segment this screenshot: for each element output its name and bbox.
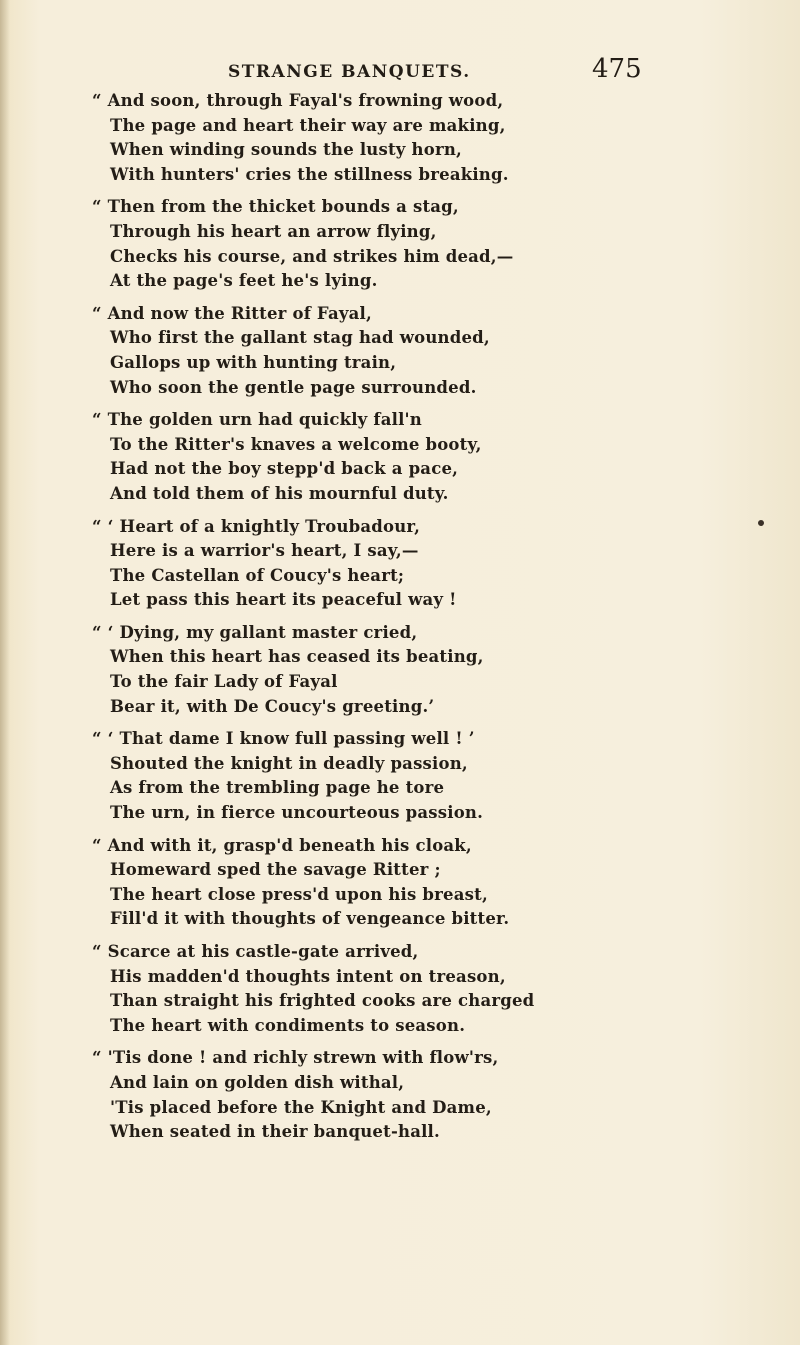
poem-line: Fill'd it with thoughts of vengeance bitter. — [110, 909, 510, 929]
poem-line: The Castellan of Coucy's heart; — [110, 565, 405, 585]
poem-line: “ Scarce at his castle-gate arrived, — [92, 942, 419, 961]
poem-line: When this heart has ceased its beating, — [110, 647, 484, 667]
poem-line: The urn, in fierce uncourteous passion. — [110, 803, 484, 823]
poem-line: “ And now the Ritter of Fayal, — [92, 303, 372, 323]
poem-line: Here is a warrior's heart, I say,— — [110, 541, 419, 561]
poem-body — [92, 89, 732, 1153]
stanza — [92, 940, 732, 1038]
poem-line: “ 'Tis done ! and richly strewn with flow'rs, — [92, 1048, 499, 1068]
poem-line: “ And soon, through Fayal's frowning wood, — [92, 91, 504, 110]
ink-speck — [758, 520, 764, 526]
poem-line: Let pass this heart its peaceful way ! — [110, 590, 457, 610]
poem-line: When winding sounds the lusty horn, — [110, 140, 462, 160]
stanza — [92, 408, 732, 506]
poem-line: As from the trembling page he tore — [110, 778, 445, 798]
poem-line: Had not the boy stepp'd back a pace, — [110, 459, 459, 479]
running-title: STRANGE BANQUETS. — [228, 62, 471, 82]
poem-line: “ And with it, grasp'd beneath his cloak, — [92, 835, 472, 855]
poem-line: To the Ritter's knaves a welcome booty, — [110, 434, 482, 454]
stanza — [92, 302, 732, 400]
poem-line: When seated in their banquet-hall. — [110, 1122, 440, 1142]
poem-line: “ ‘ Dying, my gallant master cried, — [92, 622, 418, 642]
stanza — [92, 834, 732, 932]
poem-line: 'Tis placed before the Knight and Dame, — [110, 1097, 492, 1117]
poem-line: Through his heart an arrow flying, — [110, 221, 437, 241]
stanza — [92, 515, 732, 613]
stanza — [92, 727, 732, 825]
poem-line: The heart close press'd upon his breast, — [110, 884, 488, 904]
page-header — [0, 54, 800, 94]
poem-line: And told them of his mournful duty. — [110, 483, 449, 503]
page-number: 475 — [592, 54, 642, 84]
poem-line: Who first the gallant stag had wounded, — [110, 328, 490, 348]
poem-line: At the page's feet he's lying. — [110, 271, 378, 291]
poem-line: Gallops up with hunting train, — [110, 352, 397, 372]
poem-line: “ Then from the thicket bounds a stag, — [92, 197, 459, 217]
stanza — [92, 1046, 732, 1144]
poem-line: “ ‘ That dame I know full passing well ! ’ — [92, 729, 475, 749]
poem-line: With hunters' cries the stillness breaking. — [110, 164, 509, 184]
gutter-shadow — [0, 0, 10, 1345]
poem-line: And lain on golden dish withal, — [110, 1072, 405, 1092]
poem-line: “ ‘ Heart of a knightly Troubadour, — [92, 516, 421, 536]
poem-line: Who soon the gentle page surrounded. — [110, 377, 477, 397]
poem-line: Checks his course, and strikes him dead,— — [110, 246, 514, 266]
stanza — [92, 195, 732, 293]
poem-line: “ The golden urn had quickly fall'n — [92, 410, 422, 430]
poem-line: Than straight his frighted cooks are charged — [110, 991, 535, 1011]
poem-line: The page and heart their way are making, — [110, 115, 506, 135]
poem-line: The heart with condiments to season. — [110, 1015, 466, 1035]
poem-line: To the fair Lady of Fayal — [110, 672, 338, 692]
poem-line: His madden'd thoughts intent on treason, — [110, 966, 506, 986]
stanza — [92, 89, 732, 187]
stanza — [92, 621, 732, 719]
poem-line: Homeward sped the savage Ritter ; — [110, 860, 441, 880]
poem-line: Bear it, with De Coucy's greeting.’ — [110, 696, 435, 716]
poem-line: Shouted the knight in deadly passion, — [110, 753, 468, 773]
